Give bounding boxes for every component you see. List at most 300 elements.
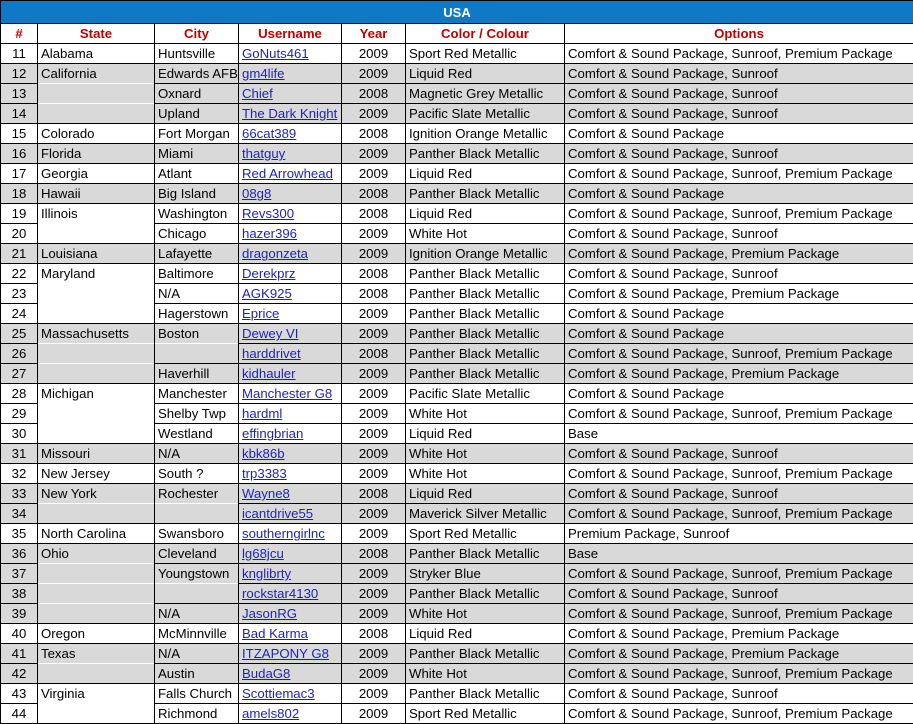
- color-cell: Panther Black Metallic: [406, 364, 565, 384]
- options-cell: Comfort & Sound Package, Sunroof: [565, 64, 913, 84]
- year-cell: 2009: [342, 164, 406, 184]
- header-color[interactable]: Color / Colour: [406, 24, 565, 44]
- table-row: [1, 484, 913, 504]
- table-row: [1, 264, 913, 284]
- color-cell: White Hot: [406, 444, 565, 464]
- options-cell: Comfort & Sound Package, Premium Package: [565, 364, 913, 384]
- row-number: 37: [1, 564, 38, 584]
- row-number: 28: [1, 384, 38, 404]
- row-number: 16: [1, 144, 38, 164]
- city-cell: Austin: [155, 664, 239, 684]
- year-cell: 2008: [342, 484, 406, 504]
- state-cell: [38, 104, 155, 124]
- row-number: 23: [1, 284, 38, 304]
- column-header-row: [1, 24, 913, 44]
- year-cell: 2009: [342, 644, 406, 664]
- row-number: 18: [1, 184, 38, 204]
- username-cell: [239, 384, 342, 404]
- city-cell: [155, 344, 239, 364]
- state-cell: Illinois: [38, 204, 155, 224]
- username-cell: [239, 244, 342, 264]
- state-cell: [38, 424, 155, 444]
- row-number: 40: [1, 624, 38, 644]
- city-cell: N/A: [155, 604, 239, 624]
- state-cell: [38, 304, 155, 324]
- row-number: 26: [1, 344, 38, 364]
- row-number: 20: [1, 224, 38, 244]
- options-cell: Comfort & Sound Package, Sunroof: [565, 484, 913, 504]
- color-cell: Liquid Red: [406, 64, 565, 84]
- city-cell: Huntsville: [155, 44, 239, 64]
- options-cell: Comfort & Sound Package, Sunroof, Premium Package: [565, 704, 913, 724]
- table-row: [1, 524, 913, 544]
- year-cell: 2009: [342, 524, 406, 544]
- options-cell: Comfort & Sound Package, Sunroof: [565, 684, 913, 704]
- state-cell: [38, 704, 155, 724]
- year-cell: 2008: [342, 624, 406, 644]
- year-cell: 2008: [342, 284, 406, 304]
- table-row: [1, 204, 913, 224]
- username-link[interactable]: 08g8: [242, 186, 272, 201]
- row-number: 25: [1, 324, 38, 344]
- color-cell: Liquid Red: [406, 624, 565, 644]
- state-cell: New York: [38, 484, 155, 504]
- color-cell: Pacific Slate Metallic: [406, 384, 565, 404]
- row-number: 17: [1, 164, 38, 184]
- username-link[interactable]: BudaG8: [242, 666, 291, 681]
- header-state[interactable]: State: [38, 24, 155, 44]
- color-cell: White Hot: [406, 404, 565, 424]
- color-cell: Panther Black Metallic: [406, 144, 565, 164]
- row-number: 14: [1, 104, 38, 124]
- row-number: 13: [1, 84, 38, 104]
- username-cell: [239, 424, 342, 444]
- city-cell: N/A: [155, 644, 239, 664]
- options-cell: Comfort & Sound Package, Sunroof, Premium Package: [565, 344, 913, 364]
- username-link[interactable]: Derekprz: [242, 266, 296, 281]
- options-cell: Base: [565, 544, 913, 564]
- city-cell: Baltimore: [155, 264, 239, 284]
- state-cell: [38, 84, 155, 104]
- username-cell: [239, 324, 342, 344]
- state-cell: Louisiana: [38, 244, 155, 264]
- city-cell: Shelby Twp: [155, 404, 239, 424]
- city-cell: Richmond: [155, 704, 239, 724]
- options-cell: Comfort & Sound Package, Sunroof: [565, 584, 913, 604]
- city-cell: South ?: [155, 464, 239, 484]
- table-row: [1, 224, 913, 244]
- color-cell: Panther Black Metallic: [406, 304, 565, 324]
- row-number: 44: [1, 704, 38, 724]
- username-cell: [239, 304, 342, 324]
- options-cell: Comfort & Sound Package, Sunroof: [565, 444, 913, 464]
- city-cell: Miami: [155, 144, 239, 164]
- username-cell: [239, 64, 342, 84]
- banner-row: [1, 1, 913, 24]
- table-row: [1, 664, 913, 684]
- city-cell: Boston: [155, 324, 239, 344]
- color-cell: Magnetic Grey Metallic: [406, 84, 565, 104]
- year-cell: 2008: [342, 84, 406, 104]
- username-link[interactable]: Bad Karma: [242, 626, 308, 641]
- banner-title: USA: [1, 1, 913, 24]
- username-link[interactable]: southerngirlnc: [242, 526, 325, 541]
- username-link[interactable]: kidhauler: [242, 366, 296, 381]
- year-cell: 2009: [342, 364, 406, 384]
- username-link[interactable]: ITZAPONY G8: [242, 646, 329, 661]
- username-cell: [239, 444, 342, 464]
- state-cell: [38, 584, 155, 604]
- username-cell: [239, 364, 342, 384]
- username-cell: [239, 184, 342, 204]
- row-number: 19: [1, 204, 38, 224]
- username-cell: [239, 644, 342, 664]
- state-cell: [38, 504, 155, 524]
- row-number: 39: [1, 604, 38, 624]
- options-cell: Comfort & Sound Package, Sunroof, Premium Package: [565, 464, 913, 484]
- username-link[interactable]: The Dark Knight: [242, 106, 338, 121]
- table-row: [1, 84, 913, 104]
- year-cell: 2009: [342, 144, 406, 164]
- options-cell: Comfort & Sound Package, Sunroof, Premium Package: [565, 604, 913, 624]
- username-cell: [239, 704, 342, 724]
- username-link[interactable]: kbk86b: [242, 446, 285, 461]
- city-cell: Haverhill: [155, 364, 239, 384]
- state-cell: [38, 284, 155, 304]
- header-city[interactable]: City: [155, 24, 239, 44]
- color-cell: Sport Red Metallic: [406, 44, 565, 64]
- table-row: [1, 444, 913, 464]
- table-row: [1, 164, 913, 184]
- username-link[interactable]: icantdrive55: [242, 506, 314, 521]
- year-cell: 2008: [342, 344, 406, 364]
- city-cell: Manchester: [155, 384, 239, 404]
- color-cell: Panther Black Metallic: [406, 644, 565, 664]
- username-cell: [239, 484, 342, 504]
- row-number: 38: [1, 584, 38, 604]
- username-cell: [239, 84, 342, 104]
- username-link[interactable]: 66cat389: [242, 126, 297, 141]
- row-number: 12: [1, 64, 38, 84]
- table-row: [1, 344, 913, 364]
- year-cell: 2008: [342, 544, 406, 564]
- row-number: 34: [1, 504, 38, 524]
- state-cell: [38, 364, 155, 384]
- city-cell: Big Island: [155, 184, 239, 204]
- username-link[interactable]: Dewey VI: [242, 326, 299, 341]
- year-cell: 2009: [342, 224, 406, 244]
- table-row: [1, 544, 913, 564]
- row-number: 30: [1, 424, 38, 444]
- color-cell: White Hot: [406, 664, 565, 684]
- color-cell: White Hot: [406, 224, 565, 244]
- year-cell: 2009: [342, 304, 406, 324]
- table-row: [1, 704, 913, 724]
- username-link[interactable]: thatguy: [242, 146, 286, 161]
- options-cell: Comfort & Sound Package, Premium Package: [565, 244, 913, 264]
- table-row: [1, 244, 913, 264]
- options-cell: Comfort & Sound Package, Premium Package: [565, 624, 913, 644]
- state-cell: [38, 664, 155, 684]
- username-link[interactable]: dragonzeta: [242, 246, 308, 261]
- city-cell: Cleveland: [155, 544, 239, 564]
- color-cell: Liquid Red: [406, 164, 565, 184]
- state-cell: New Jersey: [38, 464, 155, 484]
- color-cell: Panther Black Metallic: [406, 344, 565, 364]
- city-cell: N/A: [155, 284, 239, 304]
- table-row: [1, 104, 913, 124]
- options-cell: Comfort & Sound Package, Sunroof, Premium Package: [565, 404, 913, 424]
- state-cell: Michigan: [38, 384, 155, 404]
- options-cell: Comfort & Sound Package: [565, 304, 913, 324]
- username-link[interactable]: Wayne8: [242, 486, 290, 501]
- table-row: [1, 644, 913, 664]
- table-row: [1, 44, 913, 64]
- options-cell: Premium Package, Sunroof: [565, 524, 913, 544]
- city-cell: McMinnville: [155, 624, 239, 644]
- username-link[interactable]: knglibrty: [242, 566, 292, 581]
- year-cell: 2009: [342, 324, 406, 344]
- state-cell: Georgia: [38, 164, 155, 184]
- username-cell: [239, 664, 342, 684]
- state-cell: California: [38, 64, 155, 84]
- state-cell: [38, 404, 155, 424]
- state-cell: Massachusetts: [38, 324, 155, 344]
- options-cell: Comfort & Sound Package: [565, 384, 913, 404]
- row-number: 21: [1, 244, 38, 264]
- state-cell: [38, 344, 155, 364]
- state-cell: Oregon: [38, 624, 155, 644]
- city-cell: Falls Church: [155, 684, 239, 704]
- city-cell: Washington: [155, 204, 239, 224]
- city-cell: Fort Morgan: [155, 124, 239, 144]
- city-cell: Chicago: [155, 224, 239, 244]
- username-link[interactable]: Eprice: [242, 306, 280, 321]
- state-cell: Hawaii: [38, 184, 155, 204]
- username-cell: [239, 284, 342, 304]
- year-cell: 2009: [342, 564, 406, 584]
- state-cell: Maryland: [38, 264, 155, 284]
- username-link[interactable]: Chief: [242, 86, 273, 101]
- year-cell: 2009: [342, 664, 406, 684]
- year-cell: 2009: [342, 104, 406, 124]
- options-cell: Base: [565, 424, 913, 444]
- row-number: 31: [1, 444, 38, 464]
- year-cell: 2008: [342, 204, 406, 224]
- options-cell: Comfort & Sound Package, Premium Package: [565, 644, 913, 664]
- row-number: 35: [1, 524, 38, 544]
- options-cell: Comfort & Sound Package, Sunroof, Premium Package: [565, 504, 913, 524]
- username-link[interactable]: harddrivet: [242, 346, 301, 361]
- row-number: 36: [1, 544, 38, 564]
- table-row: [1, 464, 913, 484]
- username-link[interactable]: hardml: [242, 406, 283, 421]
- year-cell: 2009: [342, 64, 406, 84]
- city-cell: N/A: [155, 444, 239, 464]
- year-cell: 2008: [342, 264, 406, 284]
- city-cell: Westland: [155, 424, 239, 444]
- color-cell: Panther Black Metallic: [406, 684, 565, 704]
- username-link[interactable]: gm4life: [242, 66, 285, 81]
- options-cell: Comfort & Sound Package: [565, 324, 913, 344]
- table-row: [1, 284, 913, 304]
- options-cell: Comfort & Sound Package, Sunroof: [565, 264, 913, 284]
- color-cell: Panther Black Metallic: [406, 544, 565, 564]
- username-link[interactable]: Red Arrowhead: [242, 166, 333, 181]
- username-link[interactable]: Scottiemac3: [242, 686, 315, 701]
- color-cell: Panther Black Metallic: [406, 324, 565, 344]
- options-cell: Comfort & Sound Package: [565, 184, 913, 204]
- year-cell: 2009: [342, 684, 406, 704]
- username-cell: [239, 264, 342, 284]
- state-cell: Missouri: [38, 444, 155, 464]
- city-cell: Lafayette: [155, 244, 239, 264]
- year-cell: 2009: [342, 704, 406, 724]
- color-cell: White Hot: [406, 464, 565, 484]
- username-link[interactable]: GoNuts461: [242, 46, 309, 61]
- state-cell: Texas: [38, 644, 155, 664]
- state-cell: Colorado: [38, 124, 155, 144]
- username-link[interactable]: JasonRG: [242, 606, 297, 621]
- row-number: 42: [1, 664, 38, 684]
- table-row: [1, 604, 913, 624]
- options-cell: Comfort & Sound Package, Sunroof, Premium Package: [565, 44, 913, 64]
- color-cell: Pacific Slate Metallic: [406, 104, 565, 124]
- options-cell: Comfort & Sound Package, Sunroof: [565, 104, 913, 124]
- year-cell: 2008: [342, 124, 406, 144]
- row-number: 27: [1, 364, 38, 384]
- city-cell: Atlant: [155, 164, 239, 184]
- username-link[interactable]: lg68jcu: [242, 546, 284, 561]
- table-row: [1, 384, 913, 404]
- state-cell: Florida: [38, 144, 155, 164]
- color-cell: Sport Red Metallic: [406, 524, 565, 544]
- username-cell: [239, 604, 342, 624]
- state-cell: Virginia: [38, 684, 155, 704]
- username-cell: [239, 204, 342, 224]
- username-link[interactable]: Revs300: [242, 206, 295, 221]
- options-cell: Comfort & Sound Package, Sunroof, Premium Package: [565, 564, 913, 584]
- username-link[interactable]: rockstar4130: [242, 586, 319, 601]
- color-cell: White Hot: [406, 604, 565, 624]
- username-link[interactable]: effingbrian: [242, 426, 304, 441]
- state-cell: Ohio: [38, 544, 155, 564]
- username-cell: [239, 164, 342, 184]
- state-cell: [38, 564, 155, 584]
- color-cell: Liquid Red: [406, 204, 565, 224]
- color-cell: Sport Red Metallic: [406, 704, 565, 724]
- table-row: [1, 184, 913, 204]
- year-cell: 2009: [342, 424, 406, 444]
- table-row: [1, 364, 913, 384]
- year-cell: 2009: [342, 244, 406, 264]
- year-cell: 2009: [342, 444, 406, 464]
- username-cell: [239, 344, 342, 364]
- color-cell: Liquid Red: [406, 484, 565, 504]
- color-cell: Panther Black Metallic: [406, 284, 565, 304]
- username-link[interactable]: trp3383: [242, 466, 287, 481]
- table-row: [1, 64, 913, 84]
- username-cell: [239, 584, 342, 604]
- color-cell: Panther Black Metallic: [406, 264, 565, 284]
- header-num[interactable]: #: [1, 24, 38, 44]
- table-row: [1, 404, 913, 424]
- options-cell: Comfort & Sound Package, Sunroof, Premium Package: [565, 204, 913, 224]
- row-number: 22: [1, 264, 38, 284]
- year-cell: 2009: [342, 404, 406, 424]
- color-cell: Panther Black Metallic: [406, 184, 565, 204]
- table-row: [1, 564, 913, 584]
- options-cell: Comfort & Sound Package, Premium Package: [565, 284, 913, 304]
- username-cell: [239, 44, 342, 64]
- city-cell: Oxnard: [155, 84, 239, 104]
- options-cell: Comfort & Sound Package: [565, 124, 913, 144]
- city-cell: Upland: [155, 104, 239, 124]
- username-cell: [239, 564, 342, 584]
- table-row: [1, 304, 913, 324]
- year-cell: 2009: [342, 604, 406, 624]
- city-cell: Swansboro: [155, 524, 239, 544]
- city-cell: Youngstown: [155, 564, 239, 584]
- color-cell: Ignition Orange Metallic: [406, 124, 565, 144]
- username-cell: [239, 224, 342, 244]
- header-username[interactable]: Username: [239, 24, 342, 44]
- username-link[interactable]: amels802: [242, 706, 300, 721]
- options-cell: Comfort & Sound Package, Sunroof, Premium Package: [565, 664, 913, 684]
- username-cell: [239, 404, 342, 424]
- username-cell: [239, 464, 342, 484]
- state-cell: North Carolina: [38, 524, 155, 544]
- state-cell: [38, 604, 155, 624]
- color-cell: Liquid Red: [406, 424, 565, 444]
- username-link[interactable]: Manchester G8: [242, 386, 333, 401]
- year-cell: 2009: [342, 464, 406, 484]
- username-cell: [239, 624, 342, 644]
- table-row: [1, 584, 913, 604]
- table-row: [1, 424, 913, 444]
- row-number: 11: [1, 44, 38, 64]
- year-cell: 2009: [342, 384, 406, 404]
- header-options[interactable]: Options: [565, 24, 913, 44]
- year-cell: 2009: [342, 44, 406, 64]
- username-cell: [239, 144, 342, 164]
- table-row: [1, 144, 913, 164]
- row-number: 33: [1, 484, 38, 504]
- color-cell: Stryker Blue: [406, 564, 565, 584]
- username-link[interactable]: AGK925: [242, 286, 292, 301]
- row-number: 24: [1, 304, 38, 324]
- options-cell: Comfort & Sound Package, Sunroof: [565, 144, 913, 164]
- username-link[interactable]: hazer396: [242, 226, 297, 241]
- row-number: 29: [1, 404, 38, 424]
- username-cell: [239, 104, 342, 124]
- row-number: 43: [1, 684, 38, 704]
- table-row: [1, 504, 913, 524]
- city-cell: Rochester: [155, 484, 239, 504]
- table-row: [1, 124, 913, 144]
- username-cell: [239, 124, 342, 144]
- table-body: [1, 44, 913, 724]
- state-cell: Alabama: [38, 44, 155, 64]
- city-cell: [155, 584, 239, 604]
- table-row: [1, 624, 913, 644]
- city-cell: Edwards AFB: [155, 64, 239, 84]
- header-year[interactable]: Year: [342, 24, 406, 44]
- username-cell: [239, 504, 342, 524]
- color-cell: Ignition Orange Metallic: [406, 244, 565, 264]
- username-cell: [239, 544, 342, 564]
- color-cell: Panther Black Metallic: [406, 584, 565, 604]
